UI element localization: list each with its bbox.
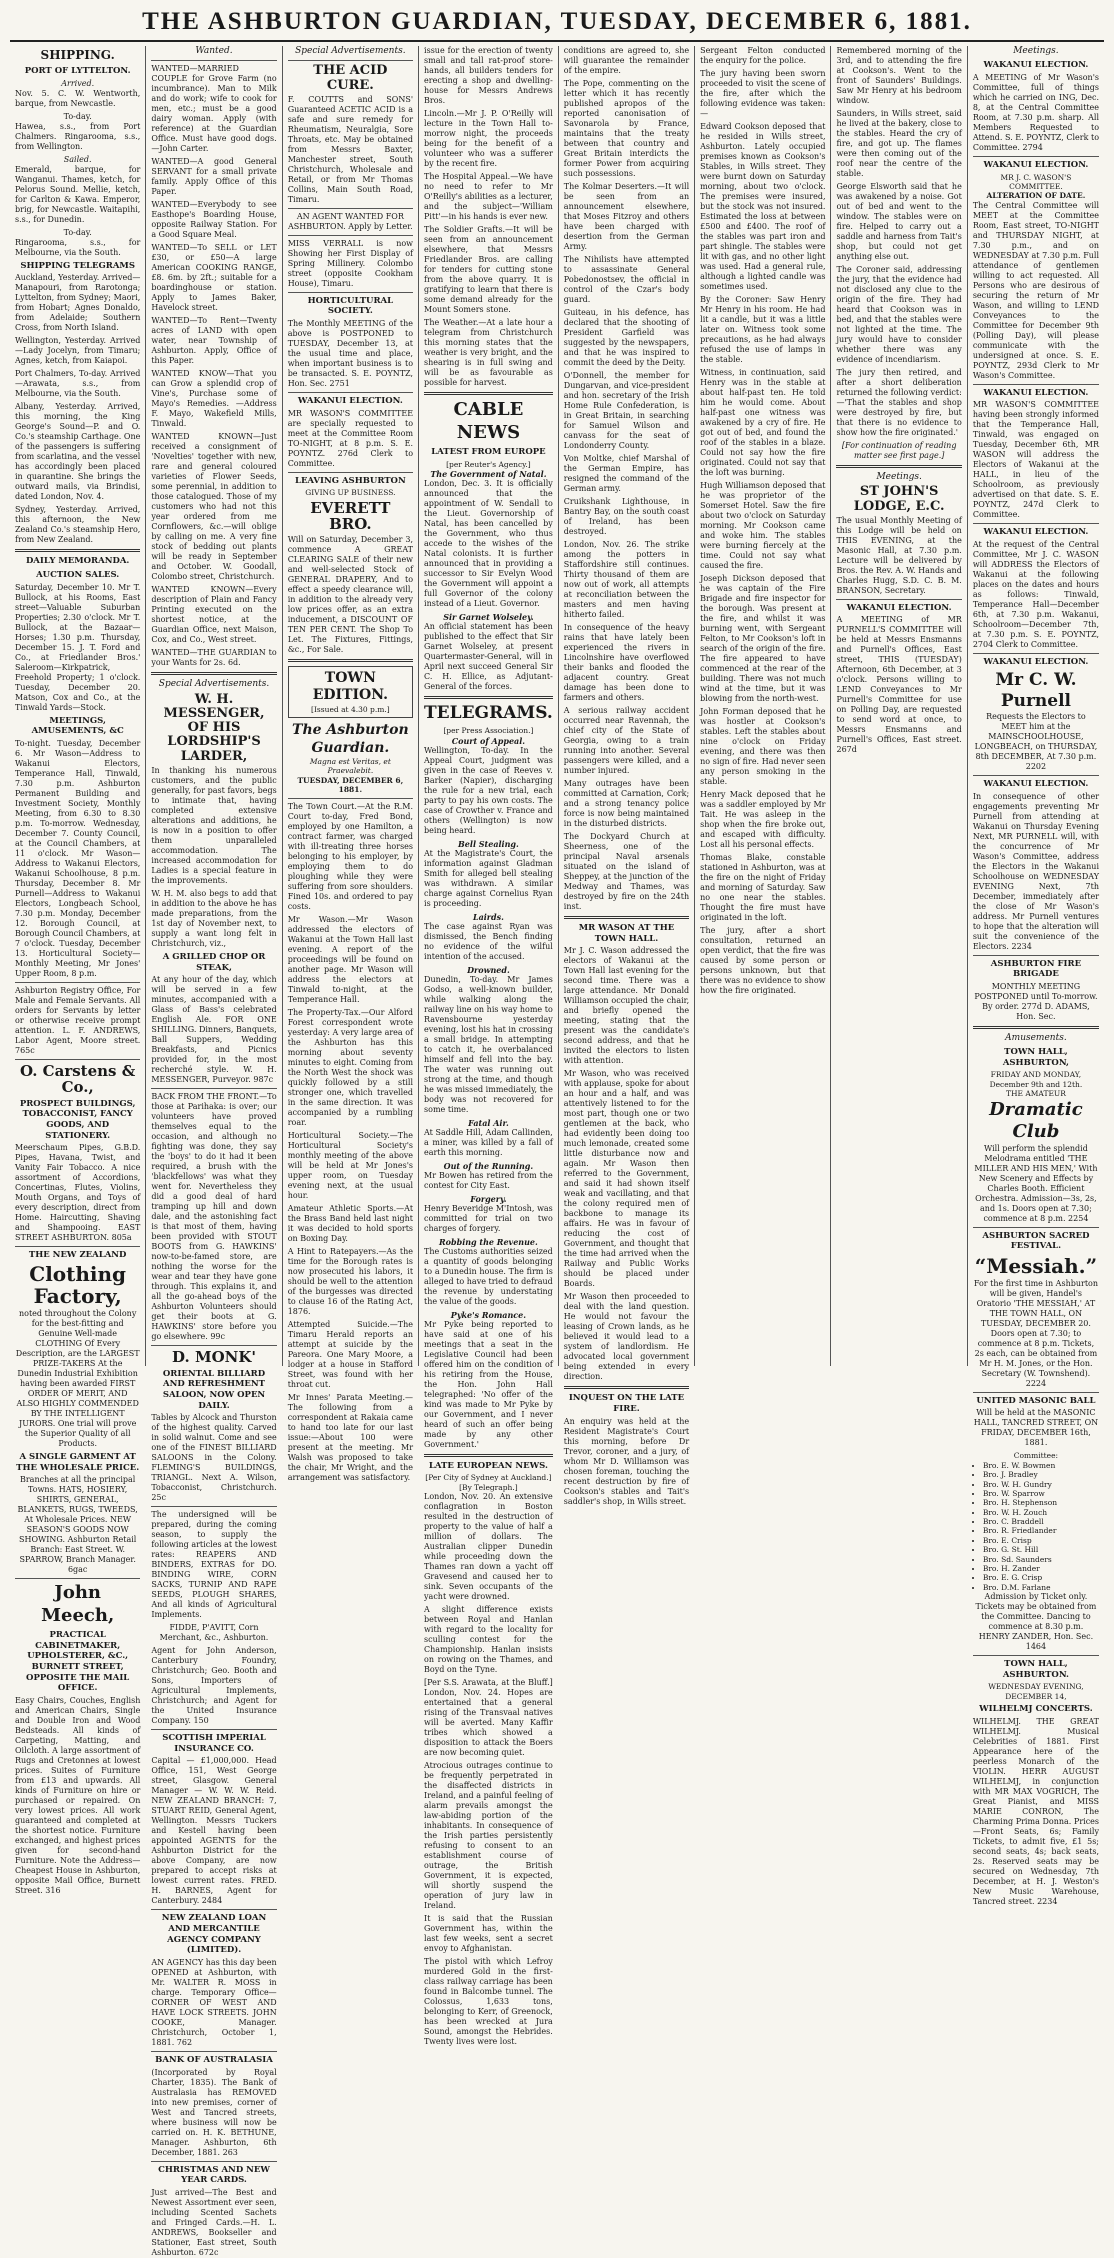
daily-memoranda-heading: DAILY MEMORANDA.	[25, 556, 130, 567]
messenger-title: W. H. MESSENGER, OF HIS LORDSHIP'S LARDER,	[163, 691, 265, 764]
fire-brigade-title: ASHBURTON FIRE BRIGADE	[990, 958, 1082, 980]
committee-heading: Committee:	[1013, 1451, 1059, 1461]
committee-member: • Bro. C. Braddell	[983, 1517, 1099, 1526]
single-text: Branches at all the principal Towns. HATS, HOSIERY, SHIRTS, GENERAL, BLANKETS, RUGS, TWEEDS, At Wholesale Prices. NEW SEASON'S GOODS NOW SHOWING. Ashburton Retail Branch: East Street. W. SPARROW, Branch Manager. 6gac	[17, 1475, 138, 1575]
auction-text: Saturday, December 10. Mr T. Bullock, at his Rooms, East street—Valuable Suburban Properties; 2.30 o'clock. Mr T. Bullock, at the Bazaar—Horses; 1.30 p.m. Thursday, December 15. J. T. Ford and Co., at Friedlander Bros.' Saleroom—Kirkpatrick, Freehold Property; 1 o'clock. Tuesday, December 20. Matson, Cox and Co., at the Tinwald Yards—Stock.	[15, 582, 141, 712]
kolmar: The Kolmar Deserters.—It will be seen from an announcement elsewhere, that Moses Fitzroy and others have been charged with desertion from the German Army.	[563, 182, 690, 251]
police: Sergeant Felton conducted the enquiry for the police.	[700, 46, 826, 65]
committee-member: • Bro. W. H. Gundry	[983, 1480, 1099, 1489]
purnell-text: Requests the Electors to MEET him at the MAINSCHOOLHOUSE, LONGBEACH, on THURSDAY, 8th DECEMBER, At 7.30 p.m. 2202	[974, 712, 1098, 771]
hort-society: Horticultural Society.—The Horticultural Society's monthly meeting of the above will be held at Mr Jones's upper room, on Tuesday evening next, at the usual hour.	[287, 1130, 414, 1200]
ireland: Atrocious outrages continue to be frequently perpetrated in the disaffected districts in Ireland, and a painful feeling of alarm prevails amongst the law-abiding portion of the inhabitants. In consequence of the Irish parties persistently refusing to consent to an establishment course of outrage, the British Government, it is expected, will shortly suspend the operation of jury law in Ireland.	[424, 1761, 553, 1910]
dockyard: The Dockyard Church at Sheerness, one of the principal Naval arsenals situated on the island of Sheppey, at the junction of the Medway and Thames, was destroyed by fire on the 24th inst.	[563, 832, 690, 911]
wilhelmj-sub: WILHELMJ CONCERTS.	[979, 1704, 1093, 1714]
lighthouse: Cruikshank Lighthouse, in Bantry Bay, on the south coast of Ireland, has been destroyed.	[563, 497, 690, 536]
town-edition-title: TOWN EDITION.	[312, 669, 389, 704]
late-sub: [Per City of Sydney at Auckland.]	[425, 1473, 552, 1483]
column-8	[968, 46, 1104, 1906]
robbing-text: The Customs authorities seized a quantity of goods belonging to a Dunedin house. The firm is alleged to have tried to defraud the revenue by understating the value of the goods.	[424, 1246, 553, 1306]
nihilists: The Nihilists have attempted to assassinate General Pobedonostsev, the official in control of the Czar's body guard.	[563, 255, 690, 304]
carstens-sub: PROSPECT BUILDINGS, TOBACCONIST, FANCY GOODS, AND STATIONERY.	[19, 1098, 136, 1141]
xmas-text: Just arrived—The Best and Newest Assortment ever seen, including Scented Sachets and Fringed Cards.—H. L. ANDREWS, Bookseller and Stationer, East street, South Ashburton. 672c	[151, 2187, 277, 2257]
elsworth: George Elsworth said that he was awakened by a noise. Got out of bed and went to the window. The stables were on fire. Helped to carry out a saddle and harness from Tait's shop, but could not get anything else out.	[836, 182, 962, 261]
outrages: Many outrages have been committed at Carnation, Cork; and a strong tenancy police force is now being maintained in the disturbed districts.	[563, 779, 690, 828]
late-text: London, Nov. 20. An extensive conflagration in Boston resulted in the destruction of property to the value of half a million of dollars. The Australian clipper Dunedin while proceeding down the Thames ran down a yacht off Gravesend and caused her to sink. Seven occupants of the yacht were drowned.	[424, 1492, 553, 1601]
w4-title: WAKANUI ELECTION.	[983, 527, 1089, 538]
fire-brigade-text: MONTHLY MEETING POSTPONED until To-morrow. By order. 277d D. ADAMS, Hon. Sec.	[974, 981, 1098, 1021]
sacred-festival-title: ASHBURTON SACRED FESTIVAL.	[982, 1230, 1090, 1252]
jury-verdict: The jury then retired, and after a short deliberation returned the following verdict:—'That the stables and shop were destroyed by fire, but that there is no evidence to show how the fire originated.'	[836, 368, 962, 437]
committee-member: • Bro. W. H. Zouch	[983, 1508, 1099, 1517]
telegrams-albany: Albany, Yesterday. Arrived, this morning, the King George's Sound—P. and O. Co.'s steamship Carthage. One of the passengers is suffering from scarlatina, and the vessel has accordingly been placed in quarantine. She brings the outward mails, via Brindisi, dated London, Nov. 4.	[15, 402, 141, 502]
wanted-7: WANTED KNOWN—Just received a consignment of 'Novelties' together with new, rare and general coloured varieties of Flower Seeds, some perennial, in addition to those catalogued. Those of my customers who had not this year ordered from me Cornflowers, &c.—will oblige by calling on me. A very fine stock of bedding out plants will be ready in September and October. W. Goodall, Colombo street, Christchurch.	[151, 432, 277, 582]
committee-member: • Bro. R. Friedlander	[983, 1526, 1099, 1535]
arrived-label: Arrived.	[61, 78, 95, 88]
w1-title: WAKANUI ELECTION.	[983, 60, 1089, 71]
port-heading: PORT OF LYTTELTON.	[24, 66, 131, 76]
fiddes: FIDDE, P'AVITT, Corn Merchant, &c., Ashburton.	[159, 1623, 269, 1643]
nz-title: Clothing Factory,	[29, 1261, 127, 1308]
wanted-heading: Wanted.	[195, 46, 233, 56]
late-tel: [By Telegraph.]	[459, 1482, 518, 1492]
w2-sub: MR J. C. WASON'S COMMITTEE.	[1000, 172, 1072, 191]
outof-head: Out of the Running.	[443, 1160, 534, 1171]
railway: A serious railway accident occurred near Ravennah, the chief city of the State of Georgia, owing to a train running into another. Several passengers were killed, and a number injured.	[563, 706, 690, 775]
lodge-text: The usual Monthly Meeting of this Lodge will be held on THIS EVENING, at the Masonic Hall, at 7.30 p.m. Lecture will be delivered by Bros. the Rev. A. W. Hands and Charles Hugg, S.D. C. B. M. BRANSON, Secretary.	[836, 515, 962, 595]
blake-evidence: Thomas Blake, constable stationed in Ashburton, was at the fire on the night of Friday and morning of Saturday. Saw no one near the stables. Thought the fire must have originated in the loft.	[700, 853, 826, 922]
wanted-6: WANTED KNOW—That you can Grow a splendid crop of Vine's, Purchase some of Mayo's Remedies. —Address F. Mayo, Wakefield Mills, Tinwald.	[151, 369, 277, 429]
pistol: The pistol with which Lefroy murdered Gold in the first-class railway carriage has been found in Balcombe tunnel. The Colossus, 1,633 tons, belonging to Kerr, of Greenock, has been wrecked at Jura Sound, amongst the Hebrides. Twenty lives were lost.	[424, 1957, 553, 2046]
admission: Admission by Ticket only. Tickets may be obtained from the Committee. Dancing to commence at 8.30 p.m. HENRY ZANDER, Hon. Sec. 1464	[975, 1592, 1097, 1651]
committee-member: • Bro. H. Zander	[983, 1564, 1099, 1573]
back-from-front: BACK FROM THE FRONT.—To those at Parihaka: is over; our volunteers have proved themselves equal to the occasion, and although no fighting was done, they say the 'boys' to do it had it been required, a brush with the 'blackfellows' was what they went for. Nevertheless they did a good deal of hard tramping up hill and down dale, and the astonishing fact is that most of them, having been provided with STOUT BOOTS from G. HAWKINS' now-to-be-famed store, are nothing the worse for the wear and tear they have gone through. This explains it, and all the go-ahead boys of the Ashburton Volunteers should get their boots at G. HAWKINS' store before you go elsewhere. 99c	[151, 1092, 277, 1342]
bell-text: At the Magistrate's Court, the information against Gladman Smith for alleged bell stealing was withdrawn. A similar charge against Cornelius Ryan is proceeding.	[424, 848, 553, 908]
column-4	[419, 46, 559, 2046]
town-edition-issued: [Issued at 4.30 p.m.]	[311, 704, 390, 714]
special-heading-3: Special Advertisements.	[295, 46, 406, 56]
bank-title: BANK OF AUSTRALASIA	[155, 2054, 273, 2065]
cable-agency: [per Reuter's Agency.]	[446, 459, 531, 469]
wason-text: Mr J. C. Wason addressed the electors of Wakanui at the Town Hall last evening for the second time. There was a large attendance. Mr Donald Williamson occupied the chair, and briefly opened the meeting, stating that the present was the candidate's second address, and that he invited the electors to listen with attention.	[563, 946, 690, 1066]
coroner-summary: The Coroner said, addressing the jury, that the evidence had not disclosed any clue to the origin of the fire. They had heard that Cookson was in bed, and that the stables were not lighted at the time. The jury would have to consider whether there was any evidence of incendiarism.	[836, 265, 962, 364]
wilhelmj-title: TOWN HALL, ASHBURTON.	[1002, 1659, 1070, 1680]
town-edition-box	[288, 666, 413, 718]
scottish-title: SCOTTISH IMPERIAL INSURANCE CO.	[162, 1733, 266, 1754]
press-assoc: [per Press Association.]	[443, 726, 534, 736]
undersigned-text: The undersigned will be prepared, during the coming season, to supply the following articles at the lowest rates: REAPERS AND BINDERS, EXTRAS for DO. BINDING WIRE, CORN SACKS, TURNIP AND RAPE SEEDS, PLOUGH SHARES, And all kinds of Agricultural Implements.	[151, 1510, 277, 1620]
wanted-1: WANTED—MARRIED COUPLE for Grove Farm (no incumbrance). Man to Milk and do work; wife to cook for men, etc.; must be a good dairy woman. Apply (with reference) at the Guardian Office. Must have good dogs.—John Carter.	[151, 64, 277, 154]
govt-head: The Government of Natal.	[430, 469, 547, 479]
carstens-title: O. Carstens & Co.,	[20, 1061, 136, 1097]
meech-title: John Meech,	[41, 1582, 115, 1626]
everett-title: EVERETT BRO.	[310, 498, 391, 534]
robbing-head: Robbing the Revenue.	[439, 1236, 538, 1247]
intro-4: issue for the erection of twenty small and tall rat-proof store-hands, all builders tenders for erecting a shop and dwelling-house for Messrs Andrews Bros.	[424, 46, 553, 105]
committee-member: • Bro. G. St. Hill	[983, 1545, 1099, 1554]
suicide: Attempted Suicide.—The Timaru Herald reports an attempt at suicide by the Pareora. One Mary Moore, a lodger at a house in Stafford Street, was found with her throat cut.	[287, 1319, 414, 1389]
forgery-head: Forgery.	[470, 1193, 507, 1204]
bank-text: (Incorporated by Royal Charter, 1835). The Bank of Australasia has REMOVED into new premises, corner of West and Tancred streets, where business will now be carried on. H. K. BETHUNE, Manager. Ashburton, 6th December, 1881. 263	[151, 2067, 277, 2157]
wanted-9: WANTED—THE GUARDIAN to your Wants for 2s. 6d.	[151, 648, 277, 668]
column-5	[559, 46, 695, 1506]
masthead: THE ASHBURTON GUARDIAN, TUESDAY, DECEMBER 6, 1881.	[10, 8, 1104, 42]
grill-text: At any hour of the day, which will be served in a few minutes, accompanied with a Glass of Bass's celebrated English Ale. FOR ONE SHILLING. Dinners, Banquets, Ball Suppers, Wedding Breakfasts, and Picnics provided for, in the most recherché style. W. H. MESSENGER, Purveyor. 987c	[151, 975, 277, 1085]
messiah-text: For the first time in Ashburton will be given, Handel's Oratorio 'THE MESSIAH,' AT THE TOWN HALL, ON TUESDAY, DECEMBER 20. Doors open at 7.30; to commence at 8 p.m. Tickets, 2s each, can be obtained from Mr H. M. Jones, or the Hon. Secretary (W. Townshend). 2224	[973, 1278, 1098, 1388]
monk-text: Tables by Alcock and Thurston of the highest quality. Carved in solid walnut. Come and see one of the FINEST BILLIARD SALOONS in the Colony. FLEMING'S BUILDINGS, TRIANGL. Next A. Wilson, Tobacconist, Christchurch. 25c	[151, 1413, 277, 1503]
meetings-heading-8: Meetings.	[1013, 46, 1059, 56]
leaving-title: LEAVING ASHBURTON	[294, 475, 406, 486]
hospital: The Hospital Appeal.—We have no need to refer to Mr O'Reilly's abilities as a lecturer, and the subject—'William Pitt'—in his hands is ever new.	[424, 172, 553, 221]
soldier-grafts: The Soldier Grafts.—It will be seen from an announcement elsewhere, that Messrs Friedlander Bros. are calling for tenders for cutting stone from the above quarry. It is gratifying to learn that there is some demand already for the Mount Somers stone.	[424, 225, 553, 314]
wason-end: Mr Wason then proceeded to deal with the land question. He would not favour the leasing of Crown lands, as he believed it would lead to a system of landlordism. He advocated local government being extended in every direction.	[563, 1292, 690, 1382]
weather: The Weather.—At a late hour a telegram from Christchurch this morning states that the weather is very bright, and the shearing is in full swing and will be as favourable as possible for harvest.	[424, 318, 553, 387]
masonic-title: UNITED MASONIC BALL	[976, 1395, 1096, 1406]
sailed-text: Emerald, barque, for Wanganui. Thames, ketch, for Pelorus Sound. Mellie, ketch, for Carlton & Kawa. Emperor, brig, for Newcastle. Waitapihi, s.s., for Dunedin.	[15, 164, 141, 224]
wakanui-text: MR WASON'S COMMITTEE are specially requested to meet at the Committee Room TO-NIGHT, at 8 p.m. S. E. POYNTZ. 276d Clerk to Committee.	[287, 408, 414, 468]
lodge-title: ST JOHN'S LODGE, E.C.	[853, 484, 945, 514]
nz-text: noted throughout the Colony for the best-fitting and Genuine Well-made CLOTHING Of Every Description, are the LARGEST PRIZE-TAKERS At the Dunedin Industrial Exhibition having been awarded FIRST ORDER OF MERIT, AND ALSO HIGHLY COMMENDED BY THE INTELLIGENT JURORS. One trial will prove the Superior Quality of all Products.	[15, 1308, 140, 1448]
xmas-title: CHRISTMAS AND NEW YEAR CARDS.	[158, 2164, 270, 2186]
agent-wanted: AN AGENT WANTED FOR ASHBURTON. Apply by Letter.	[287, 211, 413, 231]
w2-title: WAKANUI ELECTION.	[983, 159, 1089, 170]
leaving-sub: GIVING UP BUSINESS.	[305, 488, 396, 498]
w3-title: WAKANUI ELECTION.	[983, 387, 1089, 398]
column-7	[831, 46, 967, 1366]
outof-text: Mr Bowen has retired from the contest for City East.	[424, 1170, 553, 1190]
odonnell: O'Donnell, the member for Dungarvan, and vice-president and hon. secretary of the Irish Home Rule Confederation, is in Great Britain, in searching for Samuel Wilson and canvass for the seat of Londonderry County.	[563, 371, 690, 450]
williamson-evidence: Hugh Williamson deposed that he was proprietor of the Somerset Hotel. Saw the fire about two o'clock on Saturday morning. Mr Cookson came and woke him. The stables were burning fiercely at the time. Could not say what caused the fire.	[700, 481, 826, 570]
mack-evidence: Henry Mack deposed that he was a saddler employed by Mr Tait. He was asleep in the shop when the fire broke out, and escaped with difficulty. Lost all his personal effects.	[700, 790, 826, 849]
telegrams-chalmers: Port Chalmers, To-day. Arrived—Arawata, s.s., from Melbourne, via the South.	[15, 369, 141, 399]
townhall-dates: FRIDAY AND MONDAY, December 9th and 12th.	[989, 1070, 1083, 1089]
cable-news-title: CABLE NEWS	[453, 399, 524, 443]
saunders: Saunders, in Wills street, said he lived at the bakery, close to the stables. Heard the cry of fire, and got up. The flames were then coming out of the roof near the centre of the stable.	[836, 109, 962, 178]
millinery: MISS VERRALL is now Showing her First Display of Spring Millinery. Colombo street (opposite Cookham House), Timaru.	[287, 238, 414, 288]
column-2	[146, 46, 282, 2257]
potters: London, Nov. 26. The strike among the potters in Staffordshire still continues. Thirty thousand of them are now out of work, all attempts at reconciliation between the masters and men having hitherto failed.	[563, 540, 690, 619]
sir-text: An official statement has been published to the effect that Sir Garnet Wolseley, at present Quartermaster-General, will in April next succeed General Sir C. H. Ellice, as Adjutant-General of the forces.	[424, 622, 553, 691]
meech-text: Easy Chairs, Couches, English and American Chairs, Single and Double Iron and Wood Bedsteads. All kinds of Carpeting, Matting, and Oilcloth. A large assortment of Rugs and Cretonnes at lowest prices. Suites of Furniture from £13 and upwards. All kinds of Furniture on hire or purchased or repaired. On very lowest prices. All work guaranteed and completed at the shortest notice. Furniture exchanged, and highest prices given for second-hand Furniture. Note the Address—Cheapest House in Ashburton, opposite Mail Office, Burnett Street. 316	[15, 1695, 141, 1895]
cookson-evidence: Edward Cookson deposed that he resided in Wills street, Ashburton. Lately occupied premises known as Cookson's Stables, in Wills street. They were burnt down on Saturday morning, about two o'clock. The premises were insured, but the stock was not insured. Estimated the loss at between £500 and £400. The roof of the stables was part iron and part shingle. The stables were lit with gas, and no other light was used. Had a general rule, although a lighted candle was sometimes used.	[700, 122, 826, 291]
inquest-heading: INQUEST ON THE LATE FIRE.	[568, 1393, 685, 1414]
wilhelmj-date: WEDNESDAY EVENING, DECEMBER 14,	[988, 1682, 1084, 1701]
telegrams-title: TELEGRAMS.	[424, 703, 553, 723]
w6-text: In consequence of other engagements preventing Mr Purnell from attending at Wakanui on Thursday Evening Next, MR PURNELL will, with the concurrence of Mr Wason's Committee, address the Electors in the Wakanui Schoolhouse on WEDNESDAY EVENING Next, 7th December, immediately after the close of Mr Wason's address. Mr Purnell ventures to hope that the alteration will suit the convenience of the Electors. 2234	[972, 791, 1100, 951]
dramatic-club-title: Dramatic Club	[989, 1098, 1083, 1142]
wak-title-7: WAKANUI ELECTION.	[846, 602, 952, 613]
committee-member: • Bro. J. Bradley	[983, 1470, 1099, 1479]
laird-head: Lairds.	[472, 911, 504, 922]
inquest-text: An enquiry was held at the Resident Magistrate's Court this morning, before Dr Trevor, coroner, and a jury, of whom Mr D. Williamson was chosen foreman, touching the recent destruction by fire of Cookson's stables and Tait's saddler's shop, in Wills street.	[563, 1416, 690, 1506]
pope: The Pope, commenting on the letter which it has recently published apropos of the reported canonisation of Savonarola by France, maintains that the treaty between that country and Great Britain interdicts the former Power from acquiring such possessions.	[563, 79, 690, 178]
bell-head: Bell Stealing.	[458, 838, 519, 849]
telegrams-wellington: Wellington, Yesterday. Arrived—Lady Jocelyn, from Timaru; Agnes, ketch, from Kaiapoi.	[15, 336, 141, 366]
guardian-date: TUESDAY, DECEMBER 6, 1881.	[297, 775, 404, 795]
special-heading: Special Advertisements.	[158, 679, 270, 690]
wakanui-title: WAKANUI ELECTION.	[297, 396, 403, 407]
fatal-head: Fatal Air.	[468, 1117, 509, 1128]
arrived-text: Nov. 5. C. W. Wentworth, barque, from Newcastle.	[15, 88, 141, 108]
w4-text: At the request of the Central Committee, Mr J. C. WASON will ADDRESS the Electors of Wakanui at the following places on the dates and hours as follows: Tinwald, Temperance Hall—December 6th, at 7.30 p.m. Wakanui, Schoolroom—December 7th, at 7.30 p.m. S. E. POYNTZ, 2704 Clerk to Committee.	[972, 539, 1100, 649]
meech-sub: PRACTICAL CABINETMAKER, UPHOLSTERER, &C., BURNETT STREET, OPPOSITE THE MAIL OFFICE.	[26, 1630, 130, 1694]
today2-label: To-day.	[63, 227, 92, 237]
pyke-text: Mr Pyke being reported to have said at one of his meetings that a seat in the Legislative Council had been offered him on the condition of his retiring from the House, the Hon. John Hall telegraphed: 'No offer of the kind was made to Mr Pyke by our Government, and I never heard of such an offer being made by any other Government.'	[424, 1319, 553, 1449]
hort-title: HORTICULTURAL SOCIETY.	[307, 295, 394, 317]
ratepayers: A Hint to Ratepayers.—As the time for the Borough rates is now prosecuted his labors, it should be well to the attention of the burgesses was directed to clause 16 of the Rating Act, 1876.	[287, 1246, 414, 1316]
purnell-title: Mr C. W. Purnell	[995, 669, 1077, 711]
committee-member: • Bro. W. Sparrow	[983, 1489, 1099, 1498]
innes-meeting: Mr Innes' Parata Meeting.—The following from a correspondent at Rakaia came to hand too late for our last issue:—About 100 were present at the meeting. Mr Walsh was proposed to take the chair, Mr Wright, and the arrangement was satisfactory.	[287, 1392, 414, 1482]
w2-alt: ALTERATION OF DATE.	[986, 191, 1086, 201]
carstens-text: Meerschaum Pipes, G.B.D. Pipes, Havana, Twist, and Vanity Fair Tobacco. A nice assortment of Accordions, Concertinas, Flutes, Violins, Mouth Organs, and Toys of every description, direct from Home. Haircutting, Shaving and Shampooing. EAST STREET ASHBURTON. 805a	[15, 1143, 141, 1243]
registry-ad: Ashburton Registry Office, For Male and Female Servants. All orders for Servants by letter or otherwise receive prompt attention. L. F. ANDREWS, Labor Agent, Moore street. 765c	[15, 985, 141, 1055]
column-3	[283, 46, 419, 1482]
w6-title: WAKANUI ELECTION.	[983, 779, 1089, 789]
wanted-3: WANTED—Everybody to see Easthope's Boarding House, opposite Railway Station. For a Good Square Meal.	[151, 200, 277, 240]
telegrams-sydney: Sydney, Yesterday. Arrived, this afternoon, the New Zealand Co.'s steamship Hero, from New Zealand.	[15, 505, 141, 545]
columns	[10, 46, 1104, 2257]
wason-heading: MR WASON AT THE TOWN HALL.	[578, 923, 675, 944]
dickson-evidence: Joseph Dickson deposed that he was captain of the Fire Brigade and fire inspector for the borough. Was present at the fire, and whilst it was burning went, with Sergeant Felton, to Mr Cookson's loft in search of the origin of the fire. The fire appeared to have commenced at the rear of the building. There was not much wind at the time, but it was blowing from the north-west.	[700, 574, 826, 703]
loan-text: AN AGENCY has this day been OPENED at Ashburton, with Mr. WALTER R. MOSS in charge. Temporary Office—CORNER OF WEST AND HAVE LOCK STREETS. JOHN COOKE, Manager. Christchurch, October 1, 1881. 762	[151, 1957, 277, 2047]
acid-text: F. COUTTS and SONS' Guaranteed ACETIC ACID is a safe and sure remedy for Rheumatism, Neuralgia, Sore Throats, etc. May be obtained from Messrs Baxter, Manchester street, South Christchurch, Wholesale and Retail, or from Mr Thomas Collins, Main South Road, Timaru.	[287, 94, 414, 204]
amusements-heading: Amusements.	[1005, 1032, 1067, 1043]
committee-member: • Bro. D.M. Farlane	[983, 1583, 1099, 1592]
town-court: The Town Court.—At the R.M. Court to-day, Fred Bond, employed by one Hamilton, a contract farmer, was charged with ill-treating three horses belonging to his employer, by employing them to do ploughing while they were suffering from sore shoulders. Fined 10s. and ordered to pay costs.	[287, 801, 414, 911]
wanted-8: WANTED KNOWN—Every description of Plain and Fancy Printing executed on the shortest notice, at the Guardian Office, next Maison, Cox, and Co., West street.	[151, 585, 277, 645]
guiteau: Guiteau, in his defence, has declared that the shooting of President Garfield was suggested by the newspapers, and that he was inspired to commit the deed by the Deity.	[563, 308, 690, 367]
dramatic-text: Will perform the splendid Melodrama entitled 'THE MILLER AND HIS MEN,' With New Scenery and Effects by Charles Booth. Efficient Orchestra. Admission—3s, 2s, and 1s. Doors open at 7.30; commence at 8 p.m. 2254	[974, 1143, 1098, 1223]
mr-wason: Mr Wason.—Mr Wason addressed the electors of Wakanui at the Town Hall last evening. A report of the proceedings will be found on another page. Mr Wason will address the electors at Tinwald to-night, at the Temperance Hall.	[287, 914, 414, 1004]
moltke: Von Moltke, chief Marshal of the German Empire, has resigned the command of the German army.	[563, 454, 690, 493]
laird-text: The case against Ryan was dismissed, the Bench finding no evidence of the wilful intention of the accused.	[424, 921, 553, 961]
witness-evidence: Witness, in continuation, said Henry was in the stable at about half-past ten. He told him he would come. About half-past one witness was awakened by a cry of fire. He got out of bed, and found the roof of the stables in a blaze. Could not say how the fire originated. Could not say that the loft was burning.	[700, 368, 826, 477]
today-text: Hawea, s.s., from Port Chalmers. Ringarooma, s.s., from Wellington.	[15, 121, 141, 151]
appeal-text: Wellington, To-day. In the Appeal Court, judgment was given in the case of Reeves v. Barker (Napier), discharging the rule for a new trial, each party to pay his own costs. The case of Crowther v. France and others (Wellington) is now being heard.	[424, 745, 553, 835]
sculling: A slight difference exists between Royal and Hanlan with regard to the locality for sculling contest for the Championship. Hanlan insists on rowing on the Thames, and Boyd on the Tyne.	[424, 1605, 553, 1674]
shipping-heading: SHIPPING.	[40, 48, 115, 62]
lincoln: Lincoln.—Mr J. P. O'Reilly will lecture in the Town Hall to-morrow night, the proceeds being for the benefit of a volunteer who was a sufferer by the recent fire.	[424, 109, 553, 168]
monk-sub: ORIENTAL BILLIARD AND REFRESHMENT SALOON, NOW OPEN DAILY.	[162, 1368, 266, 1411]
hort-text: The Monthly MEETING of the above is POSTPONED to TUESDAY, December 13, at the usual time and place, when important business is to be transacted. S. E. POYNTZ, Hon. Sec. 2751	[287, 319, 414, 389]
remembered: Remembered morning of the 3rd, and to attending the fire at Cookson's. Went to the front of Saunders' Buildings. Saw Mr Henry at his bedroom window.	[836, 46, 962, 105]
w2-text: The Central Committee will MEET at the Committee Room, East street, TO-NIGHT and THURSDAY NIGHT, at 7.30 p.m., and on WEDNESDAY at 7.30 p.m. Full attendance of gentlemen willing to act requested. All Persons who are desirous of securing the return of Mr Wason, and willing to LEND Conveyances to the Committee for December 9th (Polling Day), will please communicate with the undersigned at once. S. E. POYNTZ, 293d Clerk to Mr Wason's Committee.	[972, 200, 1100, 380]
appeal-head: Court of Appeal.	[451, 735, 526, 746]
messenger-text: In thanking his numerous customers, and the public generally, for past favors, begs to intimate that, having completed extensive alterations and additions, he is now in a position to offer them unparalleled accommodation. The increased accommodation for Ladies is a special feature in the improvements.	[151, 765, 277, 885]
nz-heading: THE NEW ZEALAND	[28, 1250, 127, 1261]
fatal-text: At Saddle Hill, Adam Callinden, a miner, was killed by a fall of earth this morning.	[424, 1127, 553, 1157]
townhall-title: TOWN HALL, ASHBURTON,	[1002, 1047, 1070, 1068]
intro-5: conditions are agreed to, she will guarantee the remainder of the empire.	[563, 46, 690, 75]
russia: It is said that the Russian Government has, within the last few weeks, sent a secret envoy to Afghanistan.	[424, 1914, 553, 1953]
guardian-motto: Magna est Veritas, et Praevalebit.	[309, 757, 391, 776]
masonic-text: Will be held at the MASONIC HALL, TANCRED STREET, ON FRIDAY, DECEMBER 16th, 1881.	[973, 1408, 1099, 1448]
athletic: Amateur Athletic Sports.—At the Brass Band held last night it was decided to hold sports on Boxing Day.	[287, 1203, 414, 1243]
wanted-2: WANTED—A good General SERVANT for a small private family. Apply Office of this Paper.	[151, 157, 277, 197]
amateur: THE AMATEUR	[1005, 1089, 1066, 1099]
telegrams-auckland: Auckland, Yesterday. Arrived—Manapouri, from Rarotonga; Lyttelton, from Sydney; Maori, from Hobart; Agnes Donaldo, from Adelaide; Southern Cross, from North Island.	[15, 273, 141, 333]
henry-evidence: By the Coroner: Saw Henry Mr Henry in his room. He had lit a candle, but it was a little later on. Witness took some precautions, as he had always refused the use of lamps in the stable.	[700, 295, 826, 364]
govt-text: London, Dec. 3. It is officially announced that the appointment of W. Sendall to the Lieut. Governorship of Natal, has been cancelled by the Government, who thus accede to the wishes of the Natal colonists. It is further announced that in providing a successor to Sir Evelyn Wood the Government will appoint a full Governor of the colony instead of a Lieut. Governor.	[424, 479, 553, 608]
committee-member: • Bro. E. G. Crisp	[983, 1573, 1099, 1582]
everett-text: Will on Saturday, December 3, commence A GREAT CLEARING SALE of their new and well-selected Stock of GENERAL DRAPERY, And to effect a speedy clearance will, in addition to the already very low prices offer, as an extra inducement, a DISCOUNT OF TEN PER CENT. The Shop To Let. The Fixtures, Fittings, &c., For Sale.	[287, 534, 414, 654]
committee-member: • Bro. E. Crisp	[983, 1536, 1099, 1545]
committee-member: • Bro. Sd. Saunders	[983, 1555, 1099, 1564]
luncheon-text: W. H. M. also begs to add that in addition to the above he has made preparations, from the 1st day of November next, to supply a want long felt in Christchurch, viz.,	[151, 888, 277, 948]
grill-title: A GRILLED CHOP OR STEAK,	[162, 951, 266, 973]
loan-title: NEW ZEALAND LOAN AND MERCANTILE AGENCY COMPANY (LIMITED).	[161, 1913, 267, 1956]
shipping-telegrams-heading: SHIPPING TELEGRAMS	[20, 260, 135, 271]
today2-text: Ringarooma, s.s., for Melbourne, via the South.	[15, 237, 141, 257]
continued-note: [For continuation of reading matter see first page.]	[841, 441, 957, 460]
verdict: The jury, after a short consultation, returned an open verdict, that the fire was caused by some person or persons unknown, but that there was no evidence to show how the fire originated.	[700, 926, 826, 995]
monk-title: D. MONK'	[172, 1348, 256, 1367]
column-6	[695, 46, 831, 1366]
drowned-text: Dunedin, To-day. Mr James Godso, a well-known builder, while walking along the railway line on his way home to Ravensbourne yesterday evening, lost his hat in crossing a small bridge. In attempting to catch it, he overbalanced himself and fell into the bay. The water was running out strong at the time, and though he was missed immediately, the body was not recovered for some time.	[424, 974, 553, 1114]
sailed-label: Sailed.	[63, 154, 92, 164]
wilhelmj-text: WILHELMJ. THE GREAT WILHELMJ. Musical Celebrities of 1881. First Appearance here of the peerless Monarch of the VIOLIN. HERR AUGUST WILHELMJ, in conjunction with MR MAX VOGRICH, The Great Pianist, and MISS MARIE CONRON, The Charming Prima Donna. Prices—Front Seats, 6s; Family Tickets, to admit five, £1 5s; second seats, 4s; back seats, 2s. Reserved seats may be secured on Wednesday, 7th December, at H. J. Weston's New Music Warehouse, Tancred street. 2234	[972, 1716, 1100, 1906]
wason-more: Mr Wason, who was received with applause, spoke for about an hour and a half, and was attentively listened to for the most part, though one or two gentlemen at the back, who had evidently been doing too much lemonade, created some little disturbance now and again. Mr Wason then referred to the Government, and said it had shown itself weak and vacillating, and that the colony required men of backbone to manage its affairs. He was in favour of reducing the cost of Government, and thought that the time had arrived when the Railway and Public Works should be placed under Boards.	[563, 1069, 690, 1289]
w3-text: MR WASON'S COMMITTEE having been strongly informed that the Temperance Hall, Tinwald, was engaged on Tuesday, December 6th, MR WASON will address the Electors of Wakanui at the HALL, in lieu of the Schoolroom, as previously advertised on that date. S. E. POYNTZ, 247d Clerk to Committee.	[972, 400, 1100, 520]
jury: The jury having been sworn proceeded to visit the scene of the fire, after which the following evidence was taken:—	[700, 69, 826, 118]
wanted-4: WANTED—To SELL or LET £30, or £50—A large American COOKING RANGE, £8. 6m. by 2ft.; suitable for a boardinghouse or station. Apply to James Baker, Havelock street.	[151, 243, 277, 313]
late-head: LATE EUROPEAN NEWS.	[428, 1460, 548, 1471]
wak-text-7: A MEETING of MR PURNELL'S COMMITTEE will be held at Messrs Ensmanns and Purnell's Offices, East street, THIS (TUESDAY) Afternoon, 6th December, at 3 o'clock. Persons willing to LEND Conveyances to Mr Purnell's Committee for use on Polling Day, are requested to send word at once, to Messrs Ensmanns and Purnell's Offices, East street. 267d	[836, 615, 962, 755]
arawata: [Per S.S. Arawata, at the Bluff.] London, Nov. 24. Hopes are entertained that a general rising of the Transvaal natives will be averted. Many Kaffir tribes which showed a disposition to attack the Boers are now becoming quiet.	[424, 1678, 553, 1757]
meetings-heading: MEETINGS, AMUSEMENTS, &C	[31, 715, 124, 737]
wanted-5: WANTED—To Rent—Twenty acres of LAND with open water, near Township of Ashburton. Apply, Office of this Paper.	[151, 316, 277, 366]
guardian-title: The Ashburton Guardian.	[292, 722, 409, 756]
column-1	[10, 46, 146, 1895]
committee-member: • Bro. E. W. Bowmen	[983, 1461, 1099, 1470]
auction-heading: AUCTION SALES.	[36, 569, 120, 580]
cable-sub: LATEST FROM EUROPE	[431, 447, 546, 457]
pyke-head: Pyke's Romance.	[450, 1309, 527, 1320]
meetings-text: To-night. Tuesday, December 6. Mr Wason—Address to Wakanui Electors, Temperance Hall, Tinwald, 7.30 p.m. Ashburton Permanent Building and Investment Society, Monthly Meeting, from 6.30 to 8.30 p.m. To-morrow. Wednesday, December 7. County Council, at the Council Chambers, at 11 o'clock. Mr Wason—Address to Wakanui Electors, Wakanui Schoolhouse, 8 p.m. Thursday, December 8. Mr Purnell—Address to Wakanui Electors, Longbeach School, 7.30 p.m. Monday, December 12. Borough Council, at Borough Council Chambers, at 7 o'clock. Tuesday, December 13. Horticultural Society—Monthly Meeting, Mr Jones' Upper Room, 8 p.m.	[15, 738, 141, 978]
today-label: To-day.	[63, 111, 92, 121]
w5-title: WAKANUI ELECTION.	[983, 656, 1089, 667]
messiah-title: “Messiah.”	[974, 1253, 1098, 1278]
scottish-text: Capital — £1,000,000. Head Office, 151, West George street, Glasgow. General Manager — W. W. W. Reid. NEW ZEALAND BRANCH: 7, STUART REID, General Agent, Wellington. Messrs Tuckers and Kestell having been appointed AGENTS for the Ashburton District for the above Company, are now prepared to accept risks at lowest current rates. FRED. H. BARNES, Agent for Canterbury. 2484	[151, 1756, 277, 1906]
drowned-head: Drowned.	[467, 964, 510, 975]
forman-evidence: John Forman deposed that he was hostler at Cookson's stables. Left the stables about nine o'clock on Friday evening, and there was then no sign of fire. Had never seen any person smoking in the stable.	[700, 707, 826, 786]
single-heading: A SINGLE GARMENT AT THE WHOLESALE PRICE.	[16, 1451, 140, 1473]
committee-member: • Bro. H. Stephenson	[983, 1498, 1099, 1507]
meetings-heading-7: Meetings.	[876, 472, 922, 482]
agent-text: Agent for John Anderson, Canterbury Foundry, Christchurch; Geo. Booth and Sons, Importers of Agricultural Implements, Christchurch; and Agent for the United Insurance Company. 150	[151, 1646, 277, 1726]
w1-text: A MEETING of Mr Wason's Committee, full of things which he carried on ING, Dec. 8, at the Central Committee Room, at 7.30 p.m. sharp. All Members Requested to Attend. S. E. POYNTZ, Clerk to Committee. 2794	[972, 72, 1100, 152]
sir-head: Sir Garnet Wolseley.	[443, 612, 534, 622]
property-tax: The Property-Tax.—Our Alford Forest correspondent wrote yesterday: A very large area of the Ashburton has this morning about seventy minutes to eight. Coming from the North West the shock was quickly followed by a still stronger one, which travelled in the same direction. It was accompanied by a rumbling roar.	[287, 1007, 414, 1127]
committee-list	[973, 1461, 1099, 1592]
forgery-text: Henry Beveridge M'Intosh, was committed for trial on two charges of forgery.	[424, 1203, 553, 1233]
floods: In consequence of the heavy rains that have lately been experienced the rivers in Lincolnshire have overflowed their banks and flooded the adjacent country. Great damage has been done to farmers and others.	[563, 623, 690, 702]
acid-title: THE ACID CURE.	[313, 63, 388, 93]
